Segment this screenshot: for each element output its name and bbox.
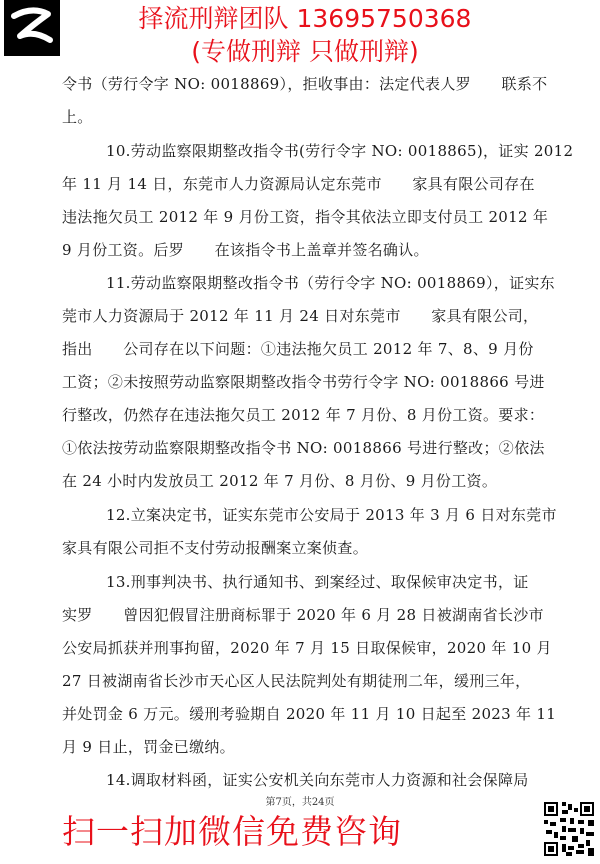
- text-line: 家具有限公司拒不支付劳动报酬案立案侦查。: [62, 539, 369, 557]
- text-line: 27 日被湖南省长沙市天心区人民法院判处有期徒刑二年，缓刑三年，: [62, 672, 531, 690]
- page-number: 第7页，共24页: [265, 797, 335, 808]
- text-line: 违法拖欠员工 2012 年 9 月份工资，指令其依法立即支付员工 2012 年: [62, 208, 549, 226]
- text-line: 工资；②未按照劳动监察限期整改指令书劳行令字 NO: 0018866 号进: [62, 373, 545, 391]
- text-line: 12.立案决定书，证实东莞市公安局于 2013 年 3 月 6 日对东莞市: [106, 506, 557, 524]
- text-line: 实罗 曾因犯假冒注册商标罪于 2020 年 6 月 28 日被湖南省长沙市: [62, 606, 544, 624]
- text-line: 13.刑事判决书、执行通知书、到案经过、取保候审决定书，证: [106, 573, 529, 591]
- banner-title: 择流刑辩团队 13695750368: [138, 4, 472, 33]
- text-line: 月 9 日止，罚金已缴纳。: [62, 738, 235, 756]
- text-line: ①依法按劳动监察限期整改指令书 NO: 0018866 号进行整改；②依法: [62, 439, 545, 457]
- text-line: 上。: [62, 108, 93, 126]
- footer-slogan: 扫一扫加微信免费咨询: [62, 812, 402, 851]
- qr-code-icon[interactable]: [542, 800, 596, 858]
- z-logo-icon: [4, 0, 60, 56]
- text-line: 莞市人力资源局于 2012 年 11 月 24 日对东莞市 家具有限公司，: [62, 307, 539, 325]
- text-line: 11.劳动监察限期整改指令书（劳行令字 NO: 0018869），证实东: [106, 274, 555, 292]
- text-line: 公安局抓获并刑事拘留，2020 年 7 月 15 日取保候审，2020 年 10 月: [62, 639, 552, 657]
- text-line: 行整改，仍然存在违法拖欠员工 2012 年 7 月份、8 月份工资。要求：: [62, 406, 545, 424]
- text-line: 10.劳动监察限期整改指令书(劳行令字 NO: 0018865)，证实 2012: [106, 142, 574, 160]
- text-line: 年 11 月 14 日，东莞市人力资源局认定东莞市 家具有限公司存在: [62, 175, 535, 193]
- text-line: 在 24 小时内发放员工 2012 年 7 月份、8 月份、9 月份工资。: [62, 472, 498, 490]
- text-line: 指出 公司存在以下问题：①违法拖欠员工 2012 年 7、8、9 月份: [62, 340, 534, 358]
- text-line: 令书（劳行令字 NO: 0018869），拒收事由：法定代表人罗 联系不: [62, 75, 548, 93]
- text-line: 并处罚金 6 万元。缓刑考验期自 2020 年 11 月 10 日起至 2023 年 11: [62, 705, 557, 723]
- banner-subtitle: (专做刑辩 只做刑辩): [191, 37, 419, 66]
- text-line: 9 月份工资。后罗 在该指令书上盖章并签名确认。: [62, 241, 429, 259]
- text-line: 14.调取材料函，证实公安机关向东莞市人力资源和社会保障局: [106, 771, 529, 789]
